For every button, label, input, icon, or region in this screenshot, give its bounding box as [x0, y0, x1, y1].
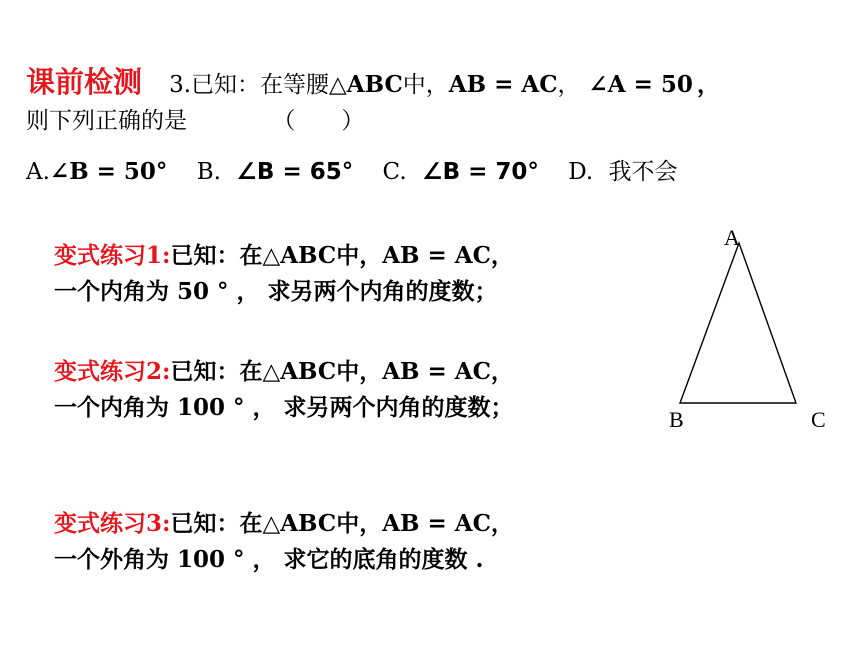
- option-a-label: A.: [26, 159, 50, 185]
- option-d-value: 我不会: [608, 159, 678, 185]
- option-b: [197, 159, 361, 185]
- vertex-label-c: C: [811, 407, 826, 432]
- variant-2-label: 变式练习2:: [54, 358, 171, 385]
- quiz-line-2: [26, 104, 364, 138]
- quiz-heading: 课前检测: [26, 65, 143, 99]
- triangle-outline: [680, 243, 796, 403]
- options-row: [26, 154, 677, 190]
- variant-1-label: 变式练习1:: [54, 242, 171, 269]
- quiz-prompt: 则下列正确的是: [26, 108, 187, 134]
- option-d-label: D.: [568, 159, 594, 185]
- option-a-value: ∠B = 50°: [49, 158, 168, 185]
- option-d: [568, 159, 677, 185]
- variant-2-line-1: [54, 354, 514, 390]
- option-c-value: ∠B = 70°: [421, 159, 539, 185]
- answer-blank: （ ）: [272, 108, 365, 134]
- quiz-question-mid: 中，: [402, 72, 449, 98]
- variant-3-condition: 已知：在△ABC中，AB = AC，: [170, 510, 514, 537]
- variant-1: [54, 238, 514, 310]
- variant-3-label: 变式练习3:: [54, 510, 171, 537]
- quiz-line-1: [26, 62, 720, 102]
- isosceles-triangle-figure: [660, 220, 840, 440]
- variant-3-line-2: 一个外角为 100 ° ， 求它的底角的度数 .: [54, 546, 484, 573]
- variant-1-line-2: 一个内角为 50 ° ， 求另两个内角的度数；: [54, 278, 498, 305]
- option-a: [26, 159, 175, 185]
- vertex-label-a: A: [724, 225, 740, 250]
- variant-3: [54, 506, 514, 578]
- variant-2: [54, 354, 514, 426]
- variant-2-condition: 已知：在△ABC中，AB = AC，: [170, 358, 514, 385]
- quiz-end-comma: ，: [696, 71, 720, 98]
- variant-3-line-1: [54, 506, 514, 542]
- option-c: [383, 159, 547, 185]
- variant-1-line-1: [54, 238, 514, 274]
- quiz-condition-angle: ∠A = 50: [588, 71, 693, 98]
- option-c-label: C.: [382, 159, 407, 185]
- variant-2-line-2: 一个内角为 100 ° ， 求另两个内角的度数；: [54, 394, 514, 421]
- vertex-label-b: B: [669, 407, 684, 432]
- option-b-value: ∠B = 65°: [236, 159, 354, 185]
- quiz-condition-ab-ac: AB = AC: [448, 71, 558, 98]
- variant-1-condition: 已知：在△ABC中，AB = AC，: [170, 242, 514, 269]
- quiz-question-prefix: 3.已知：在等腰△: [169, 72, 347, 98]
- quiz-triangle-name: ABC: [346, 71, 403, 98]
- option-b-label: B.: [196, 159, 221, 185]
- quiz-comma: ，: [557, 72, 581, 98]
